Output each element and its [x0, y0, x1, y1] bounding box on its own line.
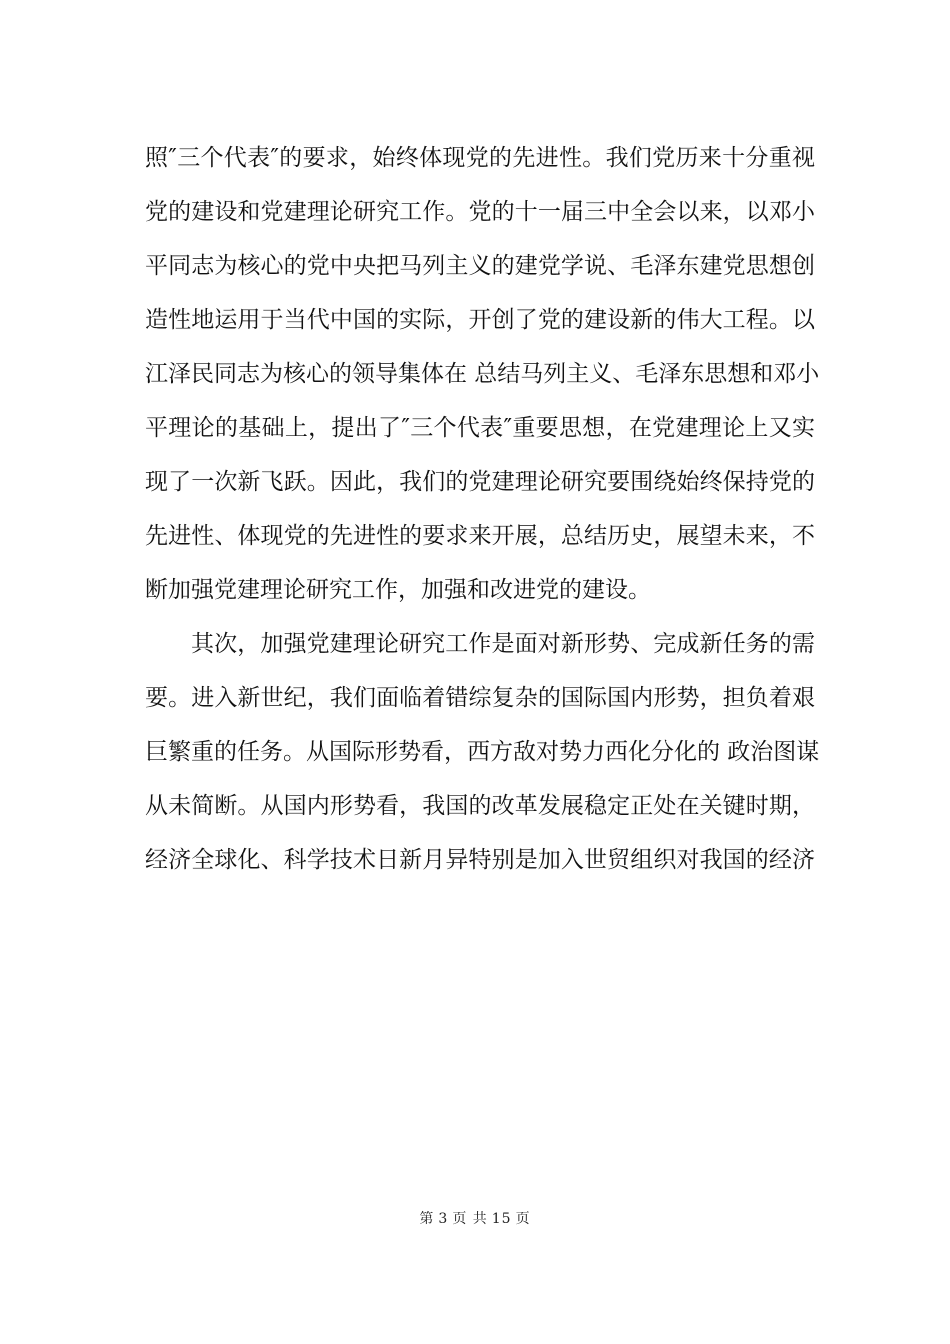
text-line-4: 造性地运用于当代中国的实际，开创了党的建设新的伟大工程。以 [145, 307, 815, 333]
page-footer [0, 1208, 950, 1228]
text-line-9: 断加强党建理论研究工作，加强和改进党的建设。 [145, 577, 651, 603]
text-line-1: 照″三个代表″的要求，始终体现党的先进性。我们党历来十分重视 [145, 145, 815, 171]
body-text [145, 132, 820, 888]
text-line-13: 从未简断。从国内形势看，我国的改革发展稳定正处在关键时期， [145, 793, 815, 819]
footer-current-page: 3 [438, 1211, 449, 1227]
text-line-12: 巨繁重的任务。从国际形势看，西方敌对势力西化分化的 政治图谋 [145, 739, 820, 765]
footer-prefix: 第 [419, 1211, 435, 1227]
footer-suffix: 页 [515, 1211, 531, 1227]
text-line-11: 要。进入新世纪，我们面临着错综复杂的国际国内形势，担负着艰 [145, 685, 815, 711]
footer-total-pages: 15 [491, 1211, 512, 1227]
text-line-2: 党的建设和党建理论研究工作。党的十一届三中全会以来，以邓小 [145, 199, 815, 225]
text-line-7: 现了一次新飞跃。因此，我们的党建理论研究要围绕始终保持党的 [145, 469, 815, 495]
text-line-8: 先进性、体现党的先进性的要求来开展，总结历史，展望未来，不 [145, 523, 815, 549]
text-line-6: 平理论的基础上，提出了″三个代表″重要思想，在党建理论上又实 [145, 415, 815, 441]
text-line-10: 其次，加强党建理论研究工作是面对新形势、完成新任务的需 [191, 631, 815, 657]
text-line-3: 平同志为核心的党中央把马列主义的建党学说、毛泽东建党思想创 [145, 253, 815, 279]
footer-mid: 页 共 [452, 1211, 488, 1227]
text-line-5: 江泽民同志为核心的领导集体在 总结马列主义、毛泽东思想和邓小 [145, 361, 820, 387]
text-line-14: 经济全球化、科学技术日新月异特别是加入世贸组织对我国的经济 [145, 847, 815, 873]
